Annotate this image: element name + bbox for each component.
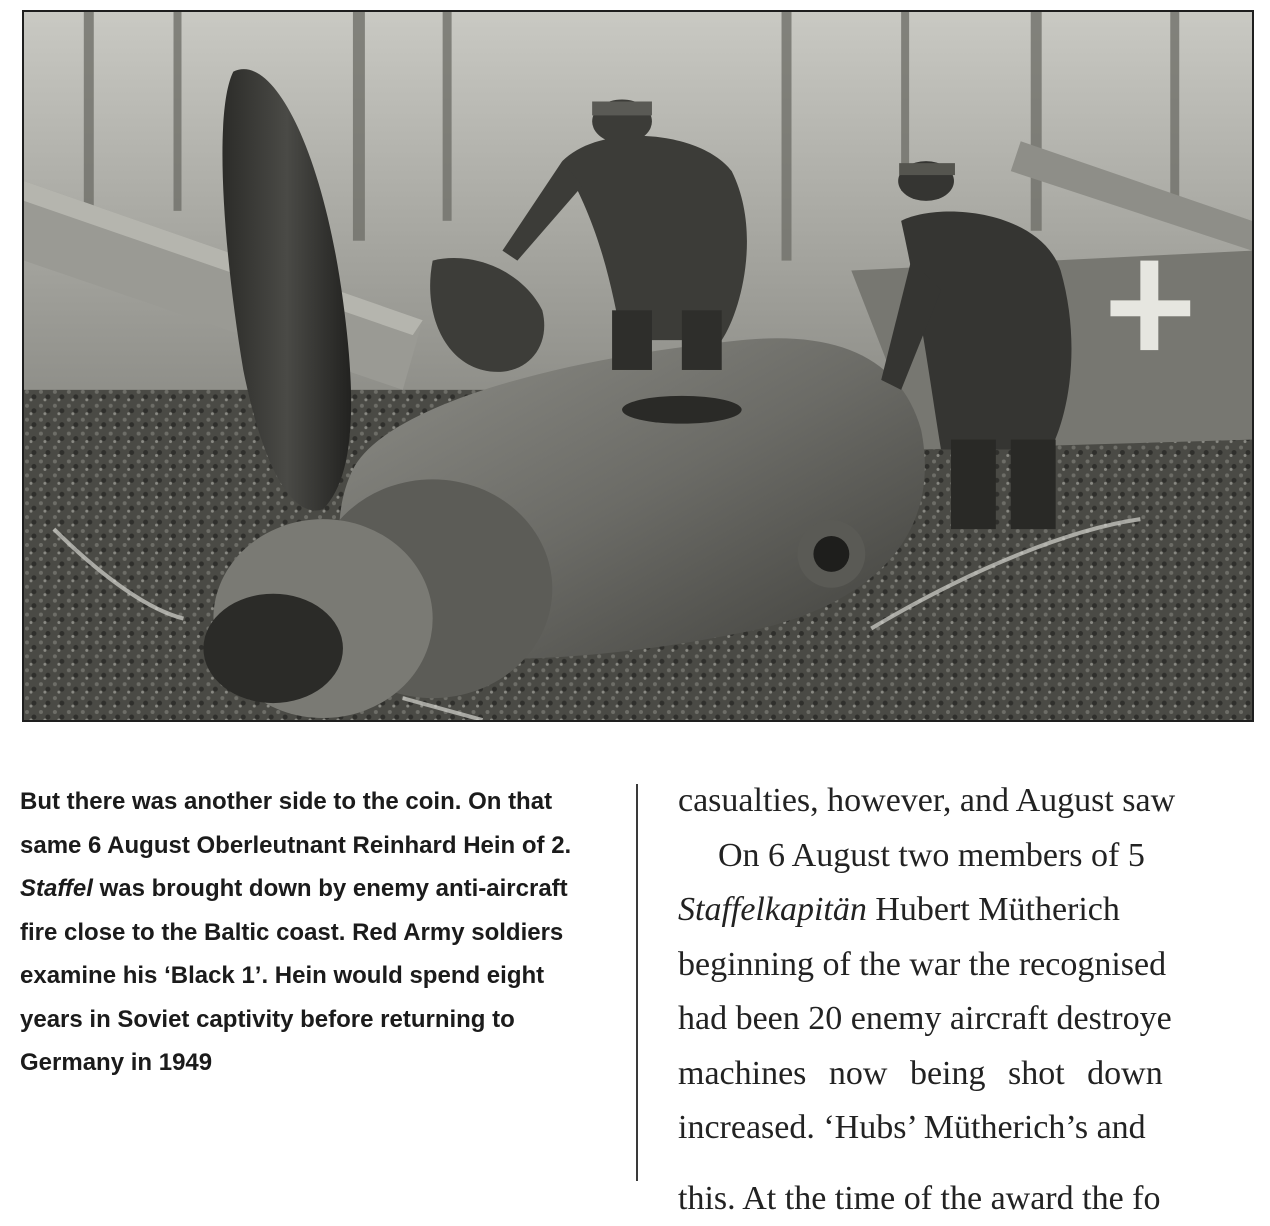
body-line: On 6 August two members of 5 (678, 829, 1270, 884)
body-line-cut-text: this. At the time of the award the fo (678, 1172, 1270, 1226)
body-line (678, 883, 1270, 938)
body-line: beginning of the war the recognised (678, 938, 1270, 993)
body-column (678, 774, 1270, 1210)
caption-part-1: But there was another side to the coin. On that same 6 August Oberleutnant Reinhard Hein of 2. (20, 788, 571, 859)
body-italic-term: Staffelkapitän (678, 891, 867, 928)
body-line-rest: Hubert Mütherich (867, 891, 1120, 928)
body-line-cut (678, 1156, 1270, 1211)
photo-caption (20, 780, 600, 1085)
caption-italic-term: Staffel (20, 875, 93, 902)
caption-text (20, 780, 600, 1085)
photograph (22, 10, 1254, 722)
caption-part-2: was brought down by enemy anti-aircraft fire close to the Baltic coast. Red Army soldiers examine his ‘Black 1’. Hein would spend eight years in Soviet captivity before returning to Germany in 1949 (20, 875, 568, 1076)
body-line: increased. ‘Hubs’ Mütherich’s and (678, 1101, 1270, 1156)
body-line: had been 20 enemy aircraft destroye (678, 992, 1270, 1047)
column-divider (636, 784, 638, 1181)
body-line: machines now being shot down (678, 1047, 1270, 1102)
crashed-aircraft-photo (24, 12, 1252, 720)
body-line: casualties, however, and August saw (678, 774, 1270, 829)
